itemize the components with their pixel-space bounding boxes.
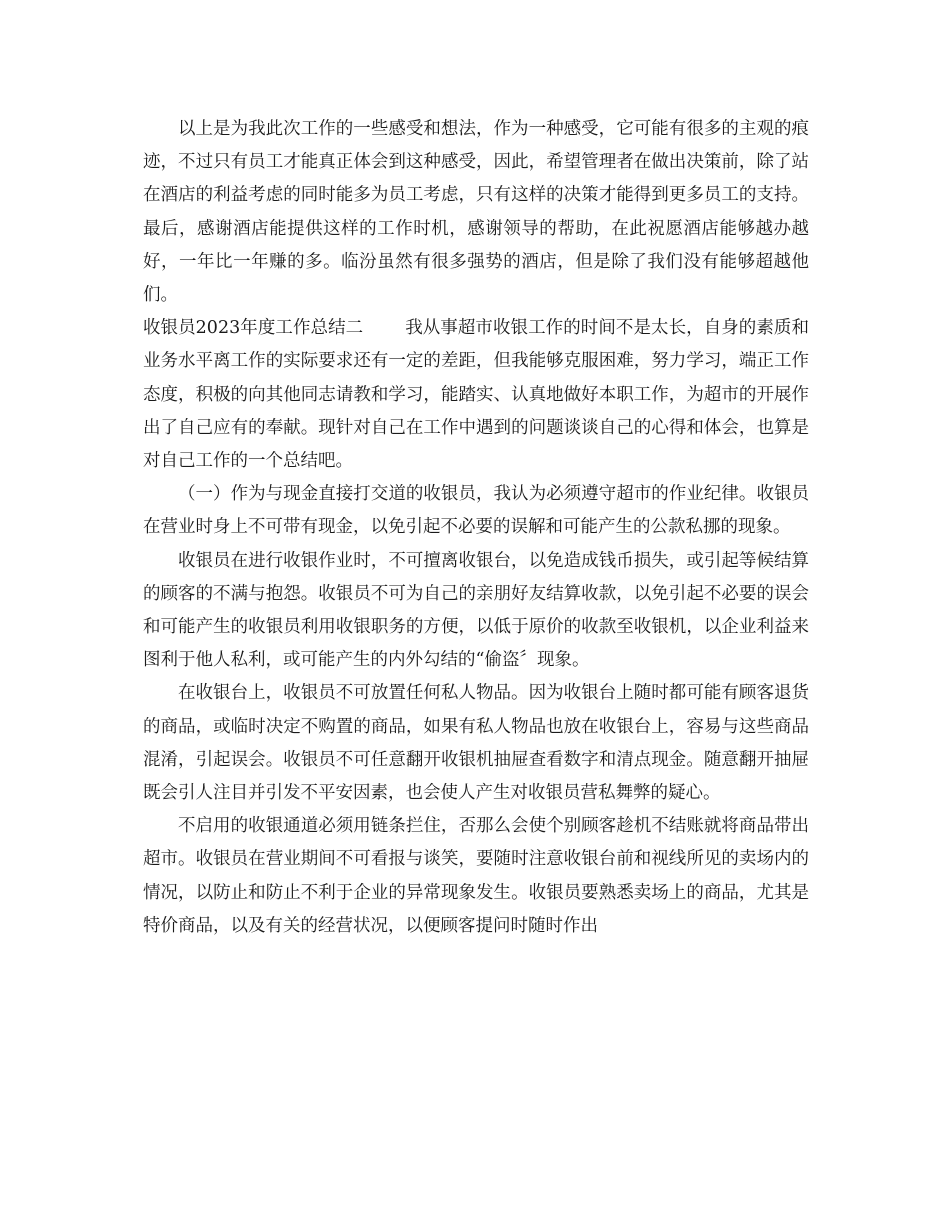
document-page (143, 113, 809, 943)
paragraph-5 (143, 677, 809, 810)
paragraph-2-text: 我从事超市收银工作的时间不是太长，自身的素质和业务水平离工作的实际要求还有一定的差距，但我能够克服困难，努力学习，端正工作态度，积极的向其他同志请教和学习，能踏实、认真地做好本职工作，为超市的开展作出了自己应有的奉献。现针对自己在工作中遇到的问题谈谈自己的心得和体会，也算是对自己工作的一个总结吧。 (143, 318, 809, 472)
paragraph-4-text: 收银员在进行收银作业时，不可擅离收银台，以免造成钱币损失，或引起等候结算的顾客的不满与抱怨。收银员不可为自己的亲朋好友结算收款，以免引起不必要的误会和可能产生的收银员利用收银职务的方便，以低于原价的收款至收银机，以企业利益来图利于他人私利，或可能产生的内外勾结的“偷盗〞现象。 (143, 550, 809, 671)
paragraph-3-text: （一）作为与现金直接打交道的收银员，我认为必须遵守超市的作业纪律。收银员在营业时身上不可带有现金，以免引起不必要的误解和可能产生的公款私挪的现象。 (143, 484, 809, 538)
paragraph-2 (143, 312, 809, 478)
section-heading: 收银员2023年度工作总结二 (143, 318, 364, 339)
paragraph-6-text: 不启用的收银通道必须用链条拦住，否那么会使个别顾客趁机不结账就将商品带出超市。收银员在营业期间不可看报与谈笑，要随时注意收银台前和视线所见的卖场内的情况，以防止和防止不利于企业的异常现象发生。收银员要熟悉卖场上的商品，尤其是特价商品，以及有关的经营状况，以便顾客提问时随时作出 (143, 816, 809, 936)
paragraph-6 (143, 810, 809, 943)
paragraph-3 (143, 478, 809, 544)
paragraph-4 (143, 545, 809, 678)
paragraph-1 (143, 113, 809, 312)
paragraph-1-text: 以上是为我此次工作的一些感受和想法，作为一种感受，它可能有很多的主观的痕迹，不过只有员工才能真正体会到这种感受，因此，希望管理者在做出决策前，除了站在酒店的利益考虑的同时能多为员工考虑，只有这样的决策才能得到更多员工的支持。最后，感谢酒店能提供这样的工作时机，感谢领导的帮助，在此祝愿酒店能够越办越好，一年比一年赚的多。临汾虽然有很多强势的酒店，但是除了我们没有能够超越他们。 (143, 119, 809, 306)
paragraph-5-text: 在收银台上，收银员不可放置任何私人物品。因为收银台上随时都可能有顾客退货的商品，或临时决定不购置的商品，如果有私人物品也放在收银台上，容易与这些商品混淆，引起误会。收银员不可任意翻开收银机抽屉查看数字和清点现金。随意翻开抽屉既会引人注目并引发不平安因素，也会使人产生对收银员营私舞弊的疑心。 (143, 683, 809, 804)
